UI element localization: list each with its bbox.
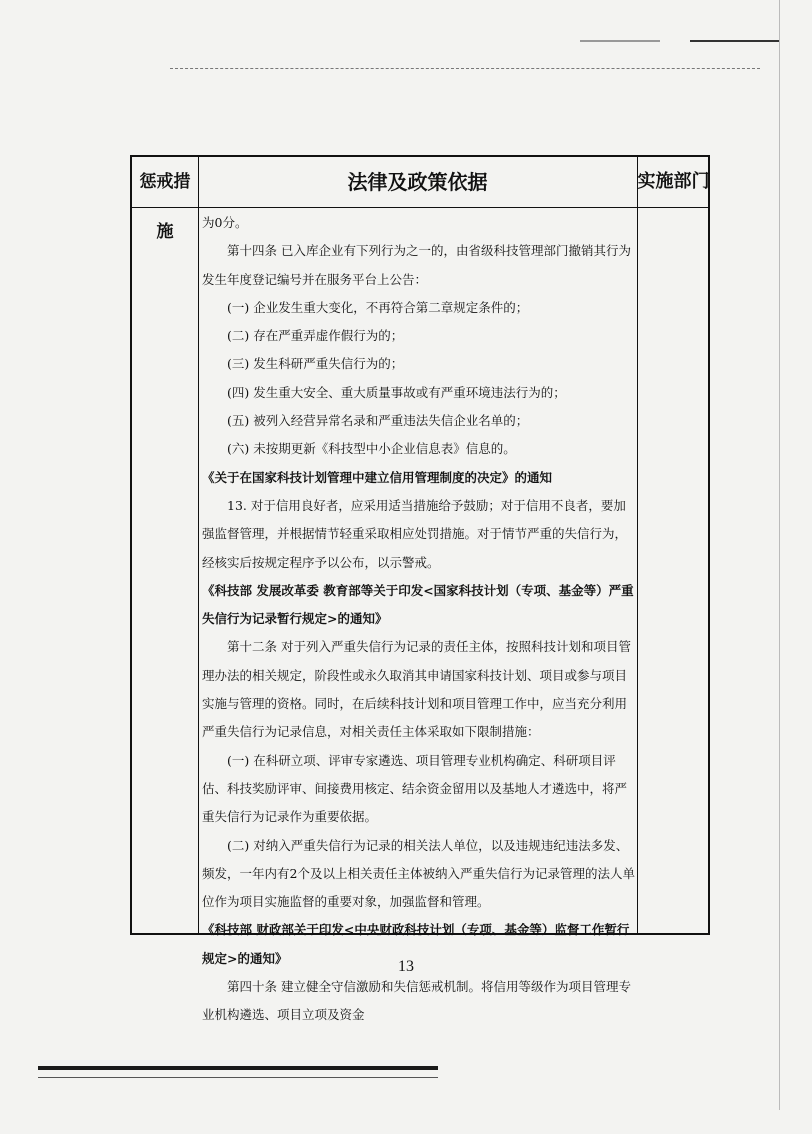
paragraph: 为0分。 xyxy=(202,215,248,230)
page-number: 13 xyxy=(398,958,414,975)
column-divider xyxy=(198,157,199,933)
document-title: 《科技部 财政部关于印发<中央财政科技计划（专项、基金等）监督工作暂行规定>的通知》 xyxy=(202,922,630,966)
list-item: (六) 未按期更新《科技型中小企业信息表》信息的。 xyxy=(227,441,516,457)
policy-table xyxy=(130,155,710,1023)
list-item: (四) 发生重大安全、重大质量事故或有严重环境违法行为的； xyxy=(227,384,566,400)
document-title: 《关于在国家科技计划管理中建立信用管理制度的决定》的通知 xyxy=(202,469,553,485)
scan-artifact-top xyxy=(580,40,780,42)
paragraph: 第十二条 对于列入严重失信行为记录的责任主体，按照科技计划和项目管理办法的相关规定，阶段性或永久取消其申请国家科技计划、项目或参与项目实施与管理的资格。同时，在后续科技计划和项目管理工作中，应当充分利用严重失信行为记录信息，对相关责任主体采取如下限制措施： xyxy=(202,639,631,740)
column-divider xyxy=(637,157,638,933)
list-item: (三) 发生科研严重失信行为的； xyxy=(227,356,404,372)
scan-artifact-line xyxy=(170,68,760,69)
legal-basis-content xyxy=(202,209,635,1030)
paragraph: 第四十条 建立健全守信激励和失信惩戒机制。将信用等级作为项目管理专业机构遴选、项目立项及资金 xyxy=(202,979,631,1023)
header-department: 实施部门 xyxy=(637,171,710,192)
scan-artifact-bottom xyxy=(38,1066,438,1070)
document-title: 《科技部 发展改革委 教育部等关于印发<国家科技计划（专项、基金等）严重失信行为记录暂行规定>的通知》 xyxy=(202,582,634,627)
header-legal-basis: 法律及政策依据 xyxy=(347,170,488,194)
list-item: (一) 在科研立项、评审专家遴选、项目管理专业机构确定、科研项目评估、科技奖励评审、间接费用核定、结余资金留用以及基地人才遴选中，将严重失信行为记录作为重要依据。 xyxy=(202,752,628,825)
header-measures: 惩戒措施 xyxy=(139,172,191,242)
paragraph: 13. 对于信用良好者，应采用适当措施给予鼓励；对于信用不良者，要加强监督管理，并根据情节轻重采取相应处罚措施。对于情节严重的失信行为，经核实后按规定程序予以公布，以示警戒。 xyxy=(202,497,628,570)
list-item: (二) 对纳入严重失信行为记录的相关法人单位，以及违规违纪违法多发、频发，一年内有2个及以上相关责任主体被纳入严重失信行为记录管理的法人单位作为项目实施监督的重要对象，加强监督和管理。 xyxy=(202,837,635,910)
scan-artifact-edge xyxy=(779,0,780,1110)
list-item: (五) 被列入经营异常名录和严重违法失信企业名单的； xyxy=(227,413,529,429)
list-item: (一) 企业发生重大变化，不再符合第二章规定条件的； xyxy=(227,299,529,315)
list-item: (二) 存在严重弄虚作假行为的； xyxy=(227,328,404,344)
paragraph: 第十四条 已入库企业有下列行为之一的，由省级科技管理部门撤销其行为发生年度登记编号并在服务平台上公告： xyxy=(202,243,631,287)
scan-artifact-bottom-line xyxy=(38,1077,438,1078)
